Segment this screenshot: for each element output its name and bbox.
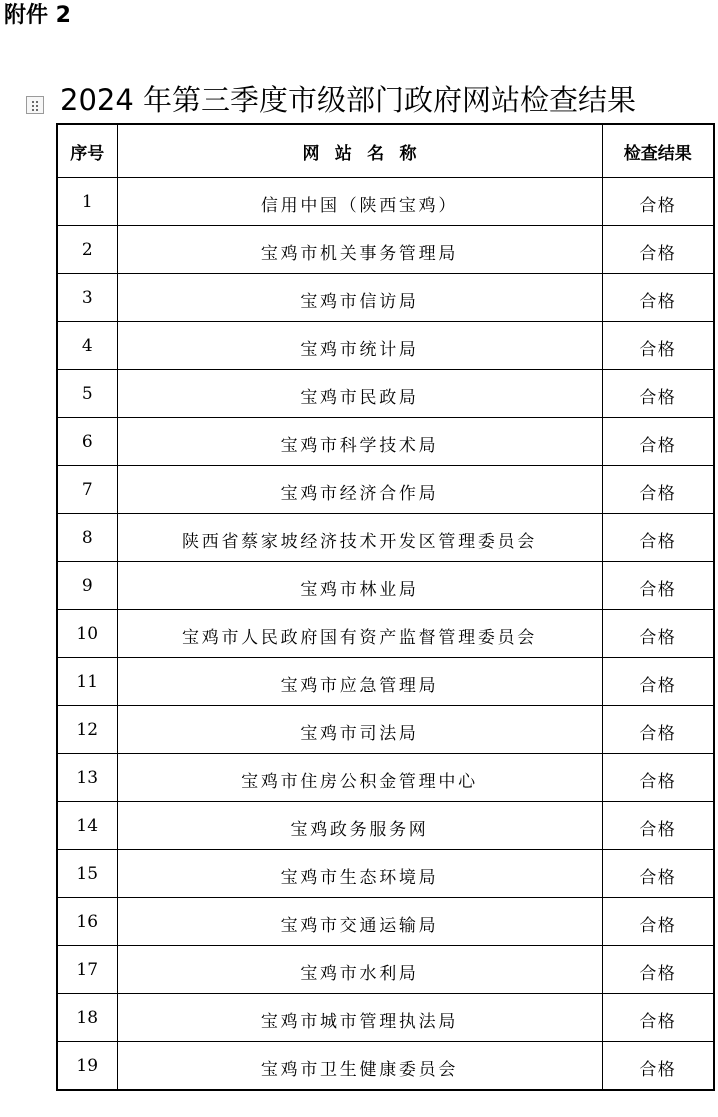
row-site-name: 宝鸡市城市管理执法局 xyxy=(117,994,602,1042)
row-check-result: 合格 xyxy=(602,802,714,850)
table-row xyxy=(57,1042,714,1090)
row-check-result: 合格 xyxy=(602,754,714,802)
row-check-result: 合格 xyxy=(602,514,714,562)
row-site-name: 宝鸡市机关事务管理局 xyxy=(117,226,602,274)
row-check-result: 合格 xyxy=(602,322,714,370)
row-check-result: 合格 xyxy=(602,946,714,994)
row-index: 17 xyxy=(57,946,117,994)
table-row xyxy=(57,610,714,658)
row-site-name: 宝鸡市民政局 xyxy=(117,370,602,418)
row-site-name: 宝鸡市人民政府国有资产监督管理委员会 xyxy=(117,610,602,658)
table-row xyxy=(57,706,714,754)
row-check-result: 合格 xyxy=(602,274,714,322)
row-index: 2 xyxy=(57,226,117,274)
row-index: 15 xyxy=(57,850,117,898)
table-row xyxy=(57,658,714,706)
row-check-result: 合格 xyxy=(602,178,714,226)
row-check-result: 合格 xyxy=(602,610,714,658)
row-site-name: 宝鸡市应急管理局 xyxy=(117,658,602,706)
row-check-result: 合格 xyxy=(602,706,714,754)
row-index: 10 xyxy=(57,610,117,658)
table-row xyxy=(57,898,714,946)
row-check-result: 合格 xyxy=(602,850,714,898)
table-row xyxy=(57,946,714,994)
table-header-row xyxy=(57,124,714,178)
row-site-name: 宝鸡市住房公积金管理中心 xyxy=(117,754,602,802)
row-site-name: 宝鸡市卫生健康委员会 xyxy=(117,1042,602,1090)
table-row xyxy=(57,322,714,370)
row-index: 8 xyxy=(57,514,117,562)
table-row xyxy=(57,466,714,514)
table-row xyxy=(57,178,714,226)
table-row xyxy=(57,850,714,898)
results-table xyxy=(56,123,715,1091)
row-site-name: 宝鸡市交通运输局 xyxy=(117,898,602,946)
row-site-name: 宝鸡市统计局 xyxy=(117,322,602,370)
row-index: 5 xyxy=(57,370,117,418)
header-site-name: 网站名称 xyxy=(117,124,602,178)
table-row xyxy=(57,370,714,418)
table-row xyxy=(57,418,714,466)
table-row xyxy=(57,994,714,1042)
row-index: 6 xyxy=(57,418,117,466)
row-index: 11 xyxy=(57,658,117,706)
page-title: 2024 年第三季度市级部门政府网站检查结果 xyxy=(60,83,637,117)
row-check-result: 合格 xyxy=(602,994,714,1042)
row-check-result: 合格 xyxy=(602,658,714,706)
row-site-name: 信用中国（陕西宝鸡） xyxy=(117,178,602,226)
row-check-result: 合格 xyxy=(602,418,714,466)
row-check-result: 合格 xyxy=(602,370,714,418)
row-site-name: 宝鸡市经济合作局 xyxy=(117,466,602,514)
row-index: 1 xyxy=(57,178,117,226)
header-index: 序号 xyxy=(57,124,117,178)
attachment-label: 附件 2 xyxy=(4,3,71,28)
row-site-name: 宝鸡市信访局 xyxy=(117,274,602,322)
table-move-handle-icon[interactable] xyxy=(26,96,44,114)
row-index: 16 xyxy=(57,898,117,946)
row-site-name: 宝鸡市林业局 xyxy=(117,562,602,610)
row-index: 9 xyxy=(57,562,117,610)
table-row xyxy=(57,562,714,610)
table-row xyxy=(57,274,714,322)
row-check-result: 合格 xyxy=(602,1042,714,1090)
header-check-result: 检查结果 xyxy=(602,124,714,178)
row-index: 14 xyxy=(57,802,117,850)
table-body xyxy=(57,178,714,1090)
row-site-name: 宝鸡市司法局 xyxy=(117,706,602,754)
row-index: 18 xyxy=(57,994,117,1042)
row-site-name: 宝鸡市水利局 xyxy=(117,946,602,994)
row-check-result: 合格 xyxy=(602,562,714,610)
row-site-name: 宝鸡市科学技术局 xyxy=(117,418,602,466)
row-index: 13 xyxy=(57,754,117,802)
table-row xyxy=(57,802,714,850)
row-site-name: 陕西省蔡家坡经济技术开发区管理委员会 xyxy=(117,514,602,562)
row-index: 19 xyxy=(57,1042,117,1090)
table-row xyxy=(57,754,714,802)
table-row xyxy=(57,514,714,562)
row-index: 3 xyxy=(57,274,117,322)
row-site-name: 宝鸡政务服务网 xyxy=(117,802,602,850)
row-site-name: 宝鸡市生态环境局 xyxy=(117,850,602,898)
row-check-result: 合格 xyxy=(602,466,714,514)
row-check-result: 合格 xyxy=(602,898,714,946)
row-index: 7 xyxy=(57,466,117,514)
row-check-result: 合格 xyxy=(602,226,714,274)
row-index: 12 xyxy=(57,706,117,754)
table-row xyxy=(57,226,714,274)
row-index: 4 xyxy=(57,322,117,370)
